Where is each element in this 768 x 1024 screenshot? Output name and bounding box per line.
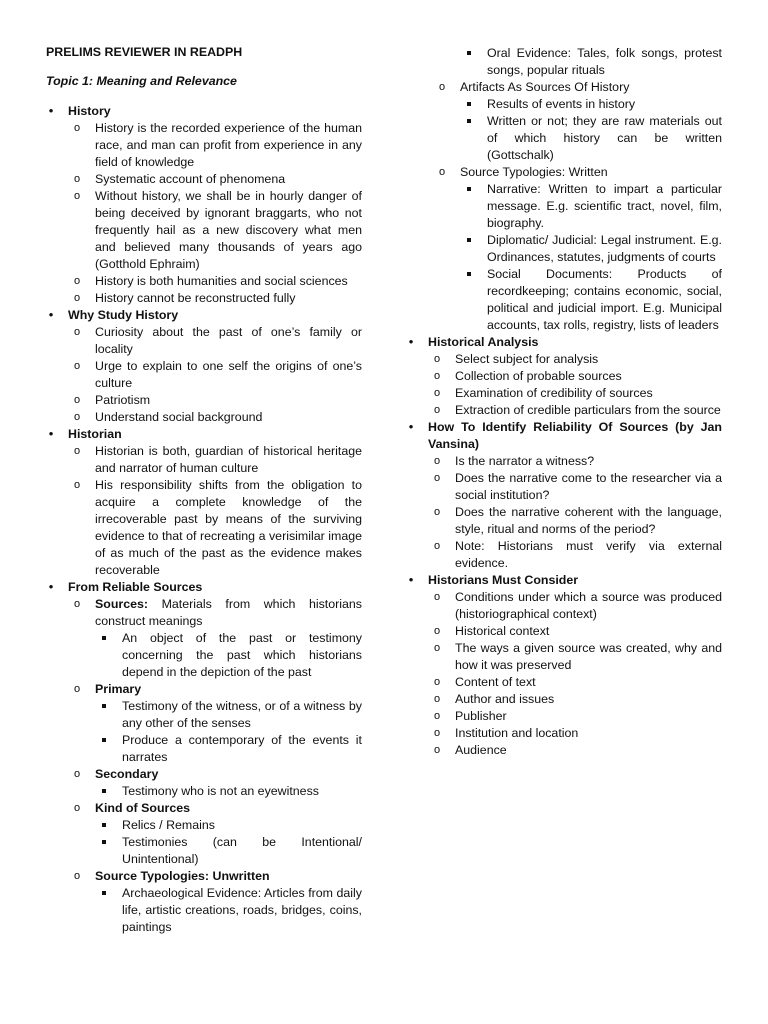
list-item-text: Results of events in history bbox=[487, 97, 636, 111]
list-item-text: History cannot be reconstructed fully bbox=[95, 291, 296, 305]
list-item-text: An object of the past or testimony concerning the past which historians depend in the depiction of the past bbox=[122, 631, 362, 679]
square-bullet-icon bbox=[467, 119, 471, 123]
right-column bbox=[406, 0, 722, 759]
circle-bullet-icon: o bbox=[434, 387, 441, 399]
left-column bbox=[46, 0, 362, 936]
list-item-text: Understand social background bbox=[95, 410, 263, 424]
unwritten-label: Source Typologies: Unwritten bbox=[95, 869, 270, 883]
bullet-icon: • bbox=[408, 335, 414, 349]
unwritten-sublist bbox=[95, 885, 362, 936]
list-item-text: Oral Evidence: Tales, folk songs, protest songs, popular rituals bbox=[487, 46, 722, 77]
list-item-text: Written or not; they are raw materials out of which history can be written (Gottschalk) bbox=[487, 114, 722, 162]
section-heading: Historians Must Consider bbox=[428, 573, 579, 587]
bullet-icon: • bbox=[48, 104, 54, 118]
circle-bullet-icon: o bbox=[434, 625, 441, 637]
square-bullet-icon bbox=[467, 51, 471, 55]
square-bullet-icon bbox=[467, 187, 471, 191]
section-reliability bbox=[406, 419, 722, 572]
section-historians-must-consider bbox=[406, 572, 722, 759]
circle-bullet-icon: o bbox=[434, 744, 441, 756]
topic-heading: Topic 1: Meaning and Relevance bbox=[46, 74, 237, 88]
list-item bbox=[68, 868, 362, 936]
list-item bbox=[68, 477, 362, 579]
section-heading: From Reliable Sources bbox=[68, 580, 203, 594]
list-item bbox=[68, 171, 362, 188]
list-item-text: Note: Historians must verify via external evidence. bbox=[455, 539, 722, 570]
list-item bbox=[68, 188, 362, 273]
list-item bbox=[428, 538, 722, 572]
list-item bbox=[68, 443, 362, 477]
list-item-text: Institution and location bbox=[455, 726, 579, 740]
list-item bbox=[95, 630, 362, 681]
square-bullet-icon bbox=[102, 823, 106, 827]
list-item bbox=[428, 453, 722, 470]
list-item-text: Select subject for analysis bbox=[455, 352, 599, 366]
list-item bbox=[460, 96, 722, 113]
list-item bbox=[433, 164, 722, 334]
list-item-text: Testimonies (can be Intentional/ Unintentional) bbox=[122, 835, 362, 866]
sources-label: Sources: bbox=[95, 597, 149, 611]
list-item-text: Historian is both, guardian of historical heritage and narrator of human culture bbox=[95, 444, 362, 475]
circle-bullet-icon: o bbox=[439, 166, 446, 178]
list-item-text: Relics / Remains bbox=[122, 818, 215, 832]
list-item bbox=[460, 113, 722, 164]
list-item bbox=[433, 79, 722, 164]
bullet-icon: • bbox=[48, 580, 54, 594]
section-history bbox=[46, 103, 362, 307]
list-item-text: Extraction of credible particulars from the source bbox=[455, 403, 721, 417]
section-heading: History bbox=[68, 104, 111, 118]
kind-label: Kind of Sources bbox=[95, 801, 191, 815]
section-heading: Historian bbox=[68, 427, 122, 441]
circle-bullet-icon: o bbox=[434, 404, 441, 416]
bullet-icon: • bbox=[408, 573, 414, 587]
reliability-list bbox=[428, 453, 722, 572]
list-item-text: Systematic account of phenomena bbox=[95, 172, 286, 186]
list-item-text: Audience bbox=[455, 743, 507, 757]
list-item-text: Curiosity about the past of one’s family or locality bbox=[95, 325, 362, 356]
list-item-text: Diplomatic/ Judicial: Legal instrument. E.g. Ordinances, statutes, judgments of courts bbox=[487, 233, 722, 264]
list-item-text: Without history, we shall be in hourly danger of being deceived by ignorant braggarts, who not frequently hail as a new discovery what men and believed many thousands of years ago (Gotthold Ephraim) bbox=[95, 189, 362, 271]
bullet-icon: • bbox=[408, 420, 414, 434]
artifacts-sublist bbox=[460, 96, 722, 164]
square-bullet-icon bbox=[102, 891, 106, 895]
circle-bullet-icon: o bbox=[434, 472, 441, 484]
circle-bullet-icon: o bbox=[74, 173, 81, 185]
circle-bullet-icon: o bbox=[434, 506, 441, 518]
circle-bullet-icon: o bbox=[74, 870, 81, 882]
list-item-text: Collection of probable sources bbox=[455, 369, 622, 383]
square-bullet-icon bbox=[102, 738, 106, 742]
bullet-icon: • bbox=[48, 308, 54, 322]
kind-sublist bbox=[95, 817, 362, 868]
circle-bullet-icon: o bbox=[434, 693, 441, 705]
secondary-label: Secondary bbox=[95, 767, 159, 781]
primary-sublist bbox=[95, 698, 362, 766]
list-item bbox=[460, 181, 722, 232]
circle-bullet-icon: o bbox=[434, 642, 441, 654]
outline-left bbox=[46, 103, 362, 936]
list-item-text: Author and issues bbox=[455, 692, 555, 706]
list-item-text: History is both humanities and social sciences bbox=[95, 274, 348, 288]
outline-right bbox=[406, 334, 722, 759]
circle-bullet-icon: o bbox=[74, 275, 81, 287]
list-item-text: Conditions under which a source was produced (historiographical context) bbox=[455, 590, 722, 621]
list-item-text: Testimony of the witness, or of a witness by any other of the senses bbox=[122, 699, 362, 730]
list-item bbox=[68, 273, 362, 290]
list-item bbox=[428, 368, 722, 385]
list-item bbox=[428, 674, 722, 691]
list-item-text: Examination of credibility of sources bbox=[455, 386, 653, 400]
list-item-text: Archaeological Evidence: Articles from daily life, artistic creations, roads, bridges, coins, paintings bbox=[122, 886, 362, 934]
list-item bbox=[428, 623, 722, 640]
artifacts-label: Artifacts As Sources Of History bbox=[460, 80, 630, 94]
section-reliable-sources bbox=[46, 579, 362, 936]
list-item bbox=[68, 324, 362, 358]
consider-list bbox=[428, 589, 722, 759]
circle-bullet-icon: o bbox=[434, 353, 441, 365]
list-item-text: Urge to explain to one self the origins of one’s culture bbox=[95, 359, 362, 390]
list-item bbox=[460, 45, 722, 79]
circle-bullet-icon: o bbox=[74, 445, 81, 457]
list-item bbox=[95, 783, 362, 800]
list-item-text: Patriotism bbox=[95, 393, 151, 407]
list-item-text: His responsibility shifts from the obligation to acquire a complete knowledge of the irrecoverable past by means of the surviving evidence to that of recreating a verisimilar image of as much of the past as the evidence makes recoverable bbox=[95, 478, 362, 577]
list-item bbox=[95, 817, 362, 834]
section-historian bbox=[46, 426, 362, 579]
list-item-text: Does the narrative coherent with the language, style, ritual and norms of the period? bbox=[455, 505, 722, 536]
list-item-text: Social Documents: Products of recordkeeping; contains economic, social, political and judicial import. E.g. Municipal accounts, tax rolls, registry, lists of leaders bbox=[487, 267, 722, 332]
oral-evidence-list bbox=[406, 45, 722, 79]
circle-bullet-icon: o bbox=[434, 710, 441, 722]
source-continuation-list bbox=[406, 79, 722, 334]
list-item-text: Narrative: Written to impart a particular message. E.g. scientific tract, novel, film, biography. bbox=[487, 182, 722, 230]
list-item bbox=[68, 290, 362, 307]
analysis-list bbox=[428, 351, 722, 419]
circle-bullet-icon: o bbox=[74, 360, 81, 372]
history-list bbox=[68, 120, 362, 307]
why-list bbox=[68, 324, 362, 426]
list-item bbox=[428, 504, 722, 538]
sources-text: Materials from which historians construct meanings bbox=[95, 597, 362, 628]
circle-bullet-icon: o bbox=[434, 370, 441, 382]
list-item bbox=[428, 589, 722, 623]
sources-sublist bbox=[95, 630, 362, 681]
list-item bbox=[95, 698, 362, 732]
list-item bbox=[68, 766, 362, 800]
circle-bullet-icon: o bbox=[74, 190, 81, 202]
circle-bullet-icon: o bbox=[74, 292, 81, 304]
list-item-text: Publisher bbox=[455, 709, 507, 723]
circle-bullet-icon: o bbox=[434, 727, 441, 739]
list-item-text: The ways a given source was created, why and how it was preserved bbox=[455, 641, 722, 672]
list-item bbox=[428, 691, 722, 708]
list-item-text: Is the narrator a witness? bbox=[455, 454, 595, 468]
list-item bbox=[68, 409, 362, 426]
list-item bbox=[68, 120, 362, 171]
circle-bullet-icon: o bbox=[74, 411, 81, 423]
square-bullet-icon bbox=[467, 238, 471, 242]
list-item-text: Produce a contemporary of the events it narrates bbox=[122, 733, 362, 764]
list-item bbox=[68, 596, 362, 681]
list-item bbox=[428, 725, 722, 742]
list-item-text: Does the narrative come to the researcher via a social institution? bbox=[455, 471, 722, 502]
square-bullet-icon bbox=[467, 102, 471, 106]
section-heading: How To Identify Reliability Of Sources (by Jan Vansina) bbox=[428, 420, 722, 451]
square-bullet-icon bbox=[102, 636, 106, 640]
list-item-text: Content of text bbox=[455, 675, 536, 689]
list-item-text: History is the recorded experience of the human race, and man can profit from experience in any field of knowledge bbox=[95, 121, 362, 169]
circle-bullet-icon: o bbox=[74, 326, 81, 338]
primary-label: Primary bbox=[95, 682, 142, 696]
list-item bbox=[428, 470, 722, 504]
circle-bullet-icon: o bbox=[434, 676, 441, 688]
written-sublist bbox=[460, 181, 722, 334]
list-item bbox=[428, 640, 722, 674]
list-item bbox=[460, 232, 722, 266]
bullet-icon: • bbox=[48, 427, 54, 441]
list-item bbox=[428, 708, 722, 725]
list-item bbox=[68, 392, 362, 409]
section-historical-analysis bbox=[406, 334, 722, 419]
written-label: Source Typologies: Written bbox=[460, 165, 608, 179]
circle-bullet-icon: o bbox=[74, 479, 81, 491]
list-item bbox=[95, 732, 362, 766]
reliable-list bbox=[68, 596, 362, 936]
document-title: PRELIMS REVIEWER IN READPH bbox=[46, 45, 243, 59]
list-item bbox=[68, 358, 362, 392]
list-item bbox=[428, 402, 722, 419]
list-item bbox=[460, 266, 722, 334]
list-item bbox=[428, 385, 722, 402]
list-item-text: Testimony who is not an eyewitness bbox=[122, 784, 319, 798]
list-item bbox=[68, 800, 362, 868]
secondary-sublist bbox=[95, 783, 362, 800]
list-item bbox=[68, 681, 362, 766]
list-item-text: Historical context bbox=[455, 624, 550, 638]
circle-bullet-icon: o bbox=[434, 540, 441, 552]
square-bullet-icon bbox=[467, 272, 471, 276]
circle-bullet-icon: o bbox=[74, 802, 81, 814]
list-item bbox=[95, 834, 362, 868]
circle-bullet-icon: o bbox=[74, 122, 81, 134]
list-item bbox=[428, 742, 722, 759]
circle-bullet-icon: o bbox=[434, 591, 441, 603]
circle-bullet-icon: o bbox=[434, 455, 441, 467]
square-bullet-icon bbox=[102, 840, 106, 844]
circle-bullet-icon: o bbox=[74, 683, 81, 695]
section-why-study-history bbox=[46, 307, 362, 426]
historian-list bbox=[68, 443, 362, 579]
section-heading: Historical Analysis bbox=[428, 335, 539, 349]
circle-bullet-icon: o bbox=[74, 768, 81, 780]
square-bullet-icon bbox=[102, 704, 106, 708]
square-bullet-icon bbox=[102, 789, 106, 793]
list-item bbox=[428, 351, 722, 368]
section-heading: Why Study History bbox=[68, 308, 179, 322]
list-item bbox=[95, 885, 362, 936]
circle-bullet-icon: o bbox=[74, 598, 81, 610]
circle-bullet-icon: o bbox=[439, 81, 446, 93]
circle-bullet-icon: o bbox=[74, 394, 81, 406]
